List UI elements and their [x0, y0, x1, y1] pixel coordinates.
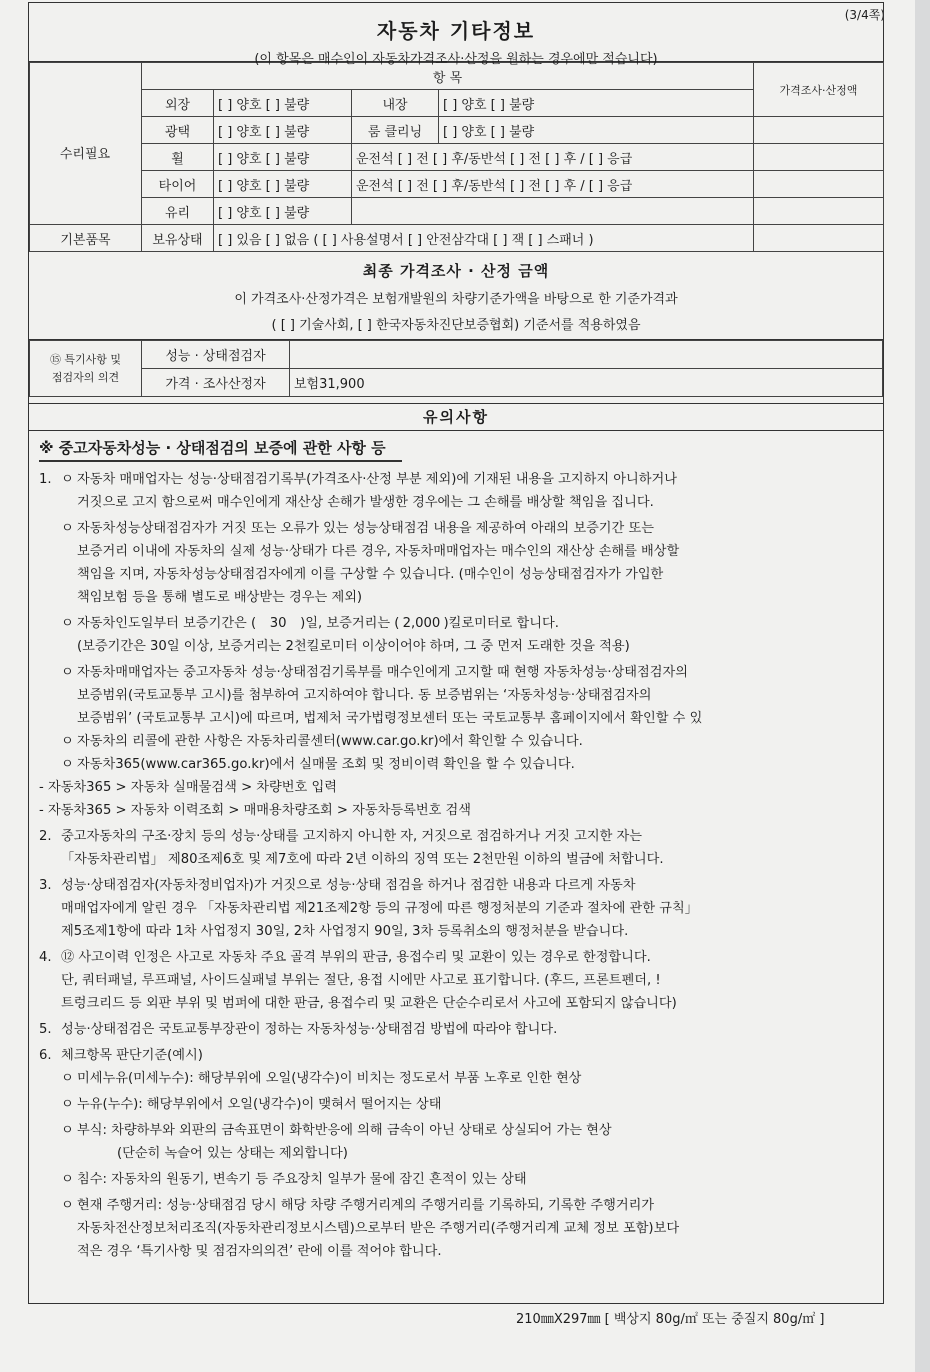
warranty-km[interactable]: 2,000 — [402, 616, 441, 631]
header-item: 항 목 — [142, 63, 754, 90]
document-title: 자동차 기타정보 — [376, 19, 536, 43]
row-label-glass: 유리 — [142, 198, 214, 225]
gloss-status[interactable]: [ ] 양호 [ ] 불량 — [214, 117, 352, 144]
row-label-possession: 보유상태 — [142, 225, 214, 252]
page-number: (3/4쪽) — [844, 8, 885, 22]
opinion-label: ⑮ 특기사항 및 점검자의 의견 — [30, 341, 142, 397]
notes-heading: 유의사항 — [29, 403, 883, 431]
inspector-value[interactable] — [290, 341, 883, 369]
note-6: 6. 체크항목 판단기준(예시) — [39, 1048, 203, 1063]
final-price-section — [29, 252, 883, 340]
paper-spec-footer: 210㎜X297㎜ [ 백상지 80g/㎡ 또는 중질지 80g/㎡ ] — [516, 1312, 825, 1327]
row-label-exterior: 외장 — [142, 90, 214, 117]
final-price-line1: 이 가격조사·산정가격은 보험개발원의 차량기준가액을 바탕으로 한 기준가격과 — [234, 292, 678, 307]
price-cell[interactable] — [754, 117, 884, 144]
appraiser-value[interactable]: 보험31,900 — [290, 369, 883, 397]
row-label-room-cleaning: 룸 클리닝 — [352, 117, 439, 144]
appraiser-label: 가격 · 조사산정자 — [142, 369, 290, 397]
opinion-table — [29, 340, 883, 397]
note-5: 5. 성능·상태점검은 국토교통부장관이 정하는 자동차성능·상태점검 방법에 따라야 합니다. — [39, 1022, 558, 1037]
note-4: 4. ⑫ 사고이력 인정은 사고로 자동차 주요 골격 부위의 판금, 용접수리 및 교환이 있는 경우로 한정합니다. 단, 쿼터패널, 루프패널, 사이드실패널 부위는 절단, 용접 시에만 사고로 표기합니다. (후드, 프론트펜더, ! 트렁크리드 등 외판 부위 및 범퍼에 대한 판금, 용접수리 및 교환은 단순수리로서 사고에 포함되지 않습니다) — [39, 950, 677, 1011]
row-label-gloss: 광택 — [142, 117, 214, 144]
exterior-status[interactable]: [ ] 양호 [ ] 불량 — [214, 90, 352, 117]
room-cleaning-status[interactable]: [ ] 양호 [ ] 불량 — [439, 117, 754, 144]
wheel-status[interactable]: [ ] 양호 [ ] 불량 — [214, 144, 352, 171]
warranty-days[interactable]: 30 — [269, 616, 287, 631]
group-label-repair: 수리필요 — [59, 147, 111, 162]
group-label-basic: 기본품목 — [30, 225, 142, 252]
price-cell[interactable] — [754, 198, 884, 225]
glass-status[interactable]: [ ] 양호 [ ] 불량 — [214, 198, 352, 225]
row-label-interior: 내장 — [352, 90, 439, 117]
header-price: 가격조사·산정액 — [754, 63, 884, 117]
recall-note: 자동차의 리콜에 관한 사항은 자동차리콜센터(www.car.go.kr)에서 확인할 수 있습니다. — [77, 734, 583, 749]
note-3: 3. 성능·상태점검자(자동차정비업자)가 거짓으로 성능·상태 점검을 하거나 점검한 내용과 다르게 자동차 매매업자에게 알린 경우 「자동차관리법 제21조제2항 등의 규정에 따른 행정처분의 기준과 절차에 관한 규칙」 제5조제1항에 따라 1차 사업정지 30일, 2차 사업정지 90일, 3차 등록취소의 행정처분을 받습니다. — [39, 878, 698, 939]
tire-detail[interactable]: 운전석 [ ] 전 [ ] 후/동반석 [ ] 전 [ ] 후 / [ ] 응급 — [352, 171, 754, 198]
interior-status[interactable]: [ ] 양호 [ ] 불량 — [439, 90, 754, 117]
car365-note: 자동차365(www.car365.go.kr)에서 실매물 조회 및 정비이력 확인을 할 수 있습니다. — [77, 757, 575, 772]
document-subtitle: (이 항목은 매수인이 자동차가격조사·산정을 원하는 경우에만 적습니다) — [254, 52, 658, 67]
title-block — [29, 3, 883, 67]
note-2: 2. 중고자동차의 구조·장치 등의 성능·상태를 고지하지 아니한 자, 거짓으로 점검하거나 거짓 고지한 자는 「자동차관리법」 제80조제6호 및 제7호에 따라 2년 이하의 징역 또는 2천만원 이하의 벌금에 처합니다. — [39, 829, 664, 867]
row-label-tire: 타이어 — [142, 171, 214, 198]
price-cell[interactable] — [754, 144, 884, 171]
row-label-wheel: 휠 — [142, 144, 214, 171]
section-title: ※ 중고자동차성능 · 상태점검의 보증에 관한 사항 등 — [39, 437, 402, 462]
wheel-detail[interactable]: 운전석 [ ] 전 [ ] 후/동반석 [ ] 전 [ ] 후 / [ ] 응급 — [352, 144, 754, 171]
notes-body: ※ 중고자동차성능 · 상태점검의 보증에 관한 사항 등 1. ㅇ 자동차 매매업자는 성능·상태점검기록부(가격조사·산정 부분 제외)에 기재된 내용을 고지하지 아니하거나 거짓으로 고지 함으로써 매수인에게 재산상 손해가 발생한 경우에는 그 손해를 배상할 책임을 집니다. ㅇ 자동차성능상태점검자가 거짓 또는 오류가 있는 성능상태점검 내용을 제공하여 아래의 보증기간 또는 보증거리 이내에 자동차의 실제 성능·상태가 다른 경우, 자동차매매업자는 매수인의 재산상 손해를 배상할 책임을 지며, 자동차성능상태점검자에게 이를 구상할 수 있습니다. (매수인이 성능상태점검자가 가입한 책임보험 등을 통해 별도로 배상받는 경우는 제외) ㅇ 자동차인도일부터 보증기간은 ( 30 )일, 보증거리는 ( 2,000 )킬로미터로 합니다. (보증기간은 30일 이상, 보증거리는 2천킬로미터 이상이어야 하며, 그 중 먼저 도래한 것을 적용) ㅇ 자동차매매업자는 중고자동차 성능·상태점검기록부를 매수인에게 고지할 때 현행 자동차성능·상태점검자의 보증범위(국토교통부 고시)를 첨부하여 고지하여야 합니다. 동 보증범위는 ‘자동차성능·상태점검자의 보증범위’ (국토교통부 고시)에 따르며, 법제처 국가법령정보센터 또는 국토교통부 홈페이지에서 확인할 수 있 ㅇ 자동차의 리콜에 관한 사항은 자동차리콜센터(www.car.go.kr)에서 확인할 수 있습니다. ㅇ 자동차365(www.car365.go.kr)에서 실매물 조회 및 정비이력 확인을 할 수 있습니다. - 자동차365 > 자동차 실매물검색 > 차량번호 입력 - 자동차365 > 자동차 이력조회 > 매매용차량조회 > 자동차등록번호 검색 2. 중고자동차의 구조·장치 등의 성능·상태를 고지하지 아니한 자, 거짓으로 점검하거나 거짓 고지한 자는 「자동차관리법」 제80조제6호 및 제7호에 따라 2년 이하의 징역 또는 2천만원 이하의 벌금에 처합니다. 3. 성능·상태점검자(자동차정비업자)가 거짓으로 성능·상태 점검을 하거나 점검한 내용과 다르게 자동차 매매업자에게 알린 경우 「자동차관리법 제21조제2항 등의 규정에 따른 행정처분의 기준과 절차에 관한 규칙」 제5조제1항에 따라 1차 사업정지 30일, 2차 사업정지 90일, 3차 등록취소의 행정처분을 받습니다. 4. ⑫ 사고이력 인정은 사고로 자동차 주요 골격 부위의 판금, 용접수리 및 교환이 있는 경우로 한정합니다. 단, 쿼터패널, 루프패널, 사이드실패널 부위는 절단, 용접 시에만 사고로 표기합니다. (후드, 프론트펜더, ! 트렁크리드 등 외판 부위 및 범퍼에 대한 판금, 용접수리 및 교환은 단순수리로서 사고에 포함되지 않습니다) 5. 성능·상태점검은 국토교통부장관이 정하는 자동차성능·상태점검 방법에 따라야 합니다. 6. 체크항목 판단기준(예시) ㅇ 미세누유(미세누수): 해당부위에 오일(냉각수)이 비치는 정도로서 부품 노후로 인한 현상 ㅇ 누유(누수): 해당부위에서 오일(냉각수)이 맺혀서 떨어지는 상태 ㅇ 부식: 차량하부와 외판의 금속표면이 화학반응에 의해 금속이 아닌 상태로 상실되어 가는 현상 (단순히 녹슬어 있는 상태는 제외합니다) ㅇ 침수: 자동차의 원동기, 변속기 등 주요장치 일부가 물에 잠긴 흔적이 있는 상태 ㅇ 현재 주행거리: 성능·상태점검 당시 해당 차량 주행거리계의 주행거리를 기록하되, 기록한 주행거리가 자동차전산정보처리조직(자동차관리정보시스템)으로부터 받은 주행거리(주행거리계 교체 정보 포함)보다 적은 경우 ‘특기사항 및 점검자의의견’ 란에 이를 적어야 합니다. — [29, 431, 883, 1263]
inspection-table — [29, 62, 884, 252]
final-price-line2: ( [ ] 기술사회, [ ] 한국자동차진단보증협회) 기준서를 적용하였음 — [271, 318, 641, 333]
final-price-heading: 최종 가격조사 · 산정 금액 — [362, 262, 550, 280]
inspector-label: 성능 · 상태점검자 — [142, 341, 290, 369]
price-cell[interactable] — [754, 225, 884, 252]
possession-status[interactable]: [ ] 있음 [ ] 없음 ( [ ] 사용설명서 [ ] 안전삼각대 [ ] 잭 [ ] 스패너 ) — [214, 225, 754, 252]
note-1: 1. ㅇ 자동차 매매업자는 성능·상태점검기록부(가격조사·산정 부분 제외)에 기재된 내용을 고지하지 아니하거나 거짓으로 고지 함으로써 매수인에게 재산상 손해가 발생한 경우에는 그 손해를 배상할 책임을 집니다. ㅇ 자동차성능상태점검자가 거짓 또는 오류가 있는 성능상태점검 내용을 제공하여 아래의 보증기간 또는 보증거리 이내에 자동차의 실제 성능·상태가 다른 경우, 자동차매매업자는 매수인의 재산상 손해를 배상할 책임을 지며, 자동차성능상태점검자에게 이를 구상할 수 있습니다. (매수인이 성능상태점검자가 가입한 책임보험 등을 통해 별도로 배상받는 경우는 제외) ㅇ 자동차인도일부터 보증기간은 ( 30 )일, 보증거리는 ( 2,000 )킬로미터로 합니다. (보증기간은 30일 이상, 보증거리는 2천킬로미터 이상이어야 하며, 그 중 먼저 도래한 것을 적용) ㅇ 자동차매매업자는 중고자동차 성능·상태점검기록부를 매수인에게 고지할 때 현행 자동차성능·상태점검자의 보증범위(국토교통부 고시)를 첨부하여 고지하여야 합니다. 동 보증범위는 ‘자동차성능·상태점검자의 보증범위’ (국토교통부 고시)에 따르며, 법제처 국가법령정보센터 또는 국토교통부 홈페이지에서 확인할 수 있 ㅇ 자동차의 리콜에 관한 사항은 자동차리콜센터(www.car.go.kr)에서 확인할 수 있습니다. ㅇ 자동차365(www.car365.go.kr)에서 실매물 조회 및 정비이력 확인을 할 수 있습니다. — [39, 468, 877, 776]
form-frame — [28, 2, 884, 1304]
tire-status[interactable]: [ ] 양호 [ ] 불량 — [214, 171, 352, 198]
price-cell[interactable] — [754, 171, 884, 198]
